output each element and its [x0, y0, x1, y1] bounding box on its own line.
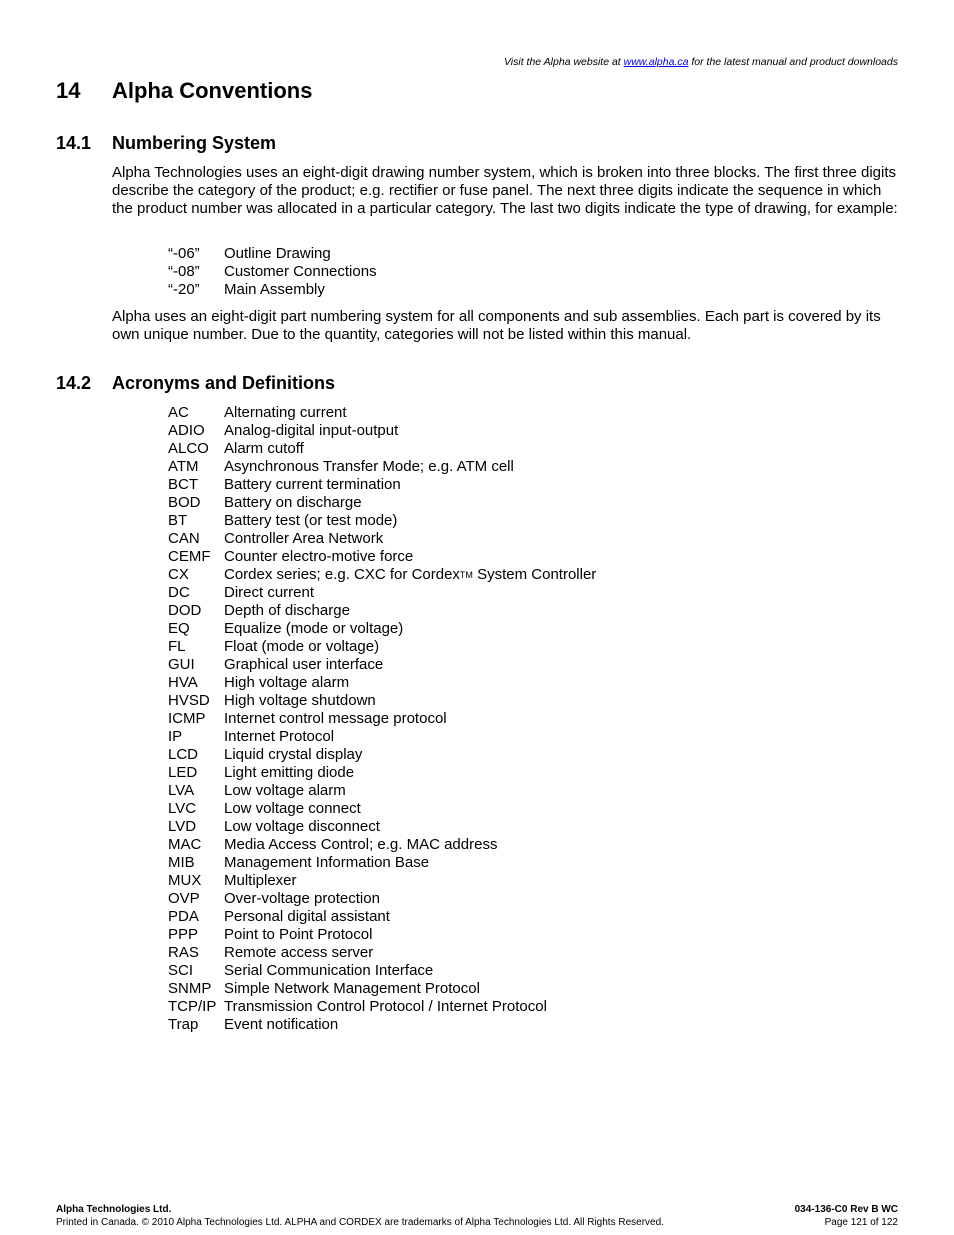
header-note-prefix: Visit the Alpha website at: [503, 56, 624, 68]
acronym-item-definition: Multiplexer: [224, 872, 297, 889]
acronym-item: [168, 476, 596, 494]
acronym-item: [168, 458, 596, 476]
footer-copyright: Printed in Canada. © 2010 Alpha Technologies Ltd. ALPHA and CORDEX are trademarks of Alpha Technologies Ltd. All Rights Reserved.: [56, 1217, 664, 1228]
acronym-item: [168, 638, 596, 656]
acronym-item: [168, 692, 596, 710]
acronym-item-definition: Direct current: [224, 584, 315, 601]
acronym-item-term: ICMP: [168, 710, 206, 727]
acronym-item-definition: Cordex series; e.g. CXC for Cordex: [224, 566, 460, 583]
acronym-item-definition: Controller Area Network: [224, 530, 384, 547]
acronym-item-term: LED: [168, 764, 198, 781]
acronym-item-definition: Low voltage connect: [224, 800, 361, 817]
acronym-item: [168, 818, 596, 836]
acronym-item-definition: Transmission Control Protocol / Internet Protocol: [224, 998, 547, 1015]
section-heading-numbering: [56, 133, 276, 154]
acronym-item-term: ADIO: [168, 422, 205, 439]
acronym-item-term: EQ: [168, 620, 190, 637]
acronym-item-definition: High voltage shutdown: [224, 692, 376, 709]
acronym-item-term: LCD: [168, 746, 199, 763]
chapter-number: 14: [56, 78, 81, 103]
acronym-item-term: FL: [168, 638, 186, 655]
numbering-paragraph-1: Alpha Technologies uses an eight-digit drawing number system, which is broken into three blocks. The first three digits describe the category of the product; e.g. rectifier or fuse panel. The next three digits indicate the sequence in which the product number was allocated in a particular category. The last two digits indicate the type of drawing, for example:: [112, 164, 898, 217]
acronym-item-term: LVA: [168, 782, 195, 799]
acronym-item-term: DC: [168, 584, 190, 601]
acronym-item-definition: Float (mode or voltage): [224, 638, 380, 655]
acronym-item: [168, 566, 596, 584]
acronym-item: [168, 800, 596, 818]
alpha-website-link[interactable]: www.alpha.ca: [623, 56, 689, 68]
acronym-item-term: PDA: [168, 908, 199, 925]
drawing-type-item-definition: Outline Drawing: [224, 245, 331, 262]
acronym-item: [168, 548, 596, 566]
acronym-item: [168, 872, 596, 890]
acronym-item-term: BCT: [168, 476, 198, 493]
acronym-item: [168, 836, 596, 854]
drawing-type-item: [168, 281, 377, 299]
acronym-item-definition: Battery test (or test mode): [224, 512, 398, 529]
acronym-item-definition: Low voltage disconnect: [224, 818, 380, 835]
acronym-item-term: SNMP: [168, 980, 212, 997]
acronym-item-term: Trap: [168, 1016, 199, 1033]
acronym-item: [168, 422, 596, 440]
acronym-item-definition: Internet Protocol: [224, 728, 335, 745]
drawing-type-item-definition: Customer Connections: [224, 263, 377, 280]
acronym-item-definition: Alternating current: [224, 404, 347, 421]
footer-company: Alpha Technologies Ltd.: [56, 1204, 172, 1215]
acronym-item-definition: Equalize (mode or voltage): [224, 620, 404, 637]
section-title: Acronyms and Definitions: [112, 373, 336, 393]
acronym-item-term: CAN: [168, 530, 200, 547]
acronym-item-term: PPP: [168, 926, 199, 943]
acronym-item: [168, 1016, 596, 1034]
acronym-item-definition: Light emitting diode: [224, 764, 355, 781]
acronym-item-term: SCI: [168, 962, 194, 979]
footer-doc-number: 034-136-C0 Rev B WC: [794, 1204, 898, 1215]
acronym-item-term: AC: [168, 404, 189, 421]
acronym-item: [168, 710, 596, 728]
section-number: 14.1: [56, 133, 92, 153]
acronym-item-definition: Analog-digital input-output: [224, 422, 399, 439]
acronym-item-term: IP: [168, 728, 183, 745]
acronym-item: [168, 584, 596, 602]
acronym-item: [168, 440, 596, 458]
acronym-item-term: MAC: [168, 836, 202, 853]
footer-left: [56, 1203, 664, 1229]
acronym-item-term: MIB: [168, 854, 195, 871]
drawing-type-item-term: “-20”: [168, 281, 200, 298]
acronym-item-definition: Graphical user interface: [224, 656, 384, 673]
acronym-item-definition: Battery current termination: [224, 476, 401, 493]
acronym-item-definition: Liquid crystal display: [224, 746, 363, 763]
section-title: Numbering System: [112, 133, 277, 153]
drawing-type-item-definition: Main Assembly: [224, 281, 325, 298]
acronym-item-term: MUX: [168, 872, 202, 889]
acronym-item-definition: Simple Network Management Protocol: [224, 980, 480, 997]
acronym-item-definition: Serial Communication Interface: [224, 962, 434, 979]
acronym-item-term: CEMF: [168, 548, 211, 565]
acronym-item-term: DOD: [168, 602, 202, 619]
drawing-type-item: [168, 245, 377, 263]
acronym-item: [168, 746, 596, 764]
header-note: [504, 56, 898, 68]
acronym-item: [168, 530, 596, 548]
acronym-item-term: CX: [168, 566, 189, 583]
acronym-item: [168, 944, 596, 962]
acronym-item-term: BOD: [168, 494, 201, 511]
numbering-paragraph-2: Alpha uses an eight-digit part numbering system for all components and sub assemblies. Each part is covered by its own unique number. Due to the quantity, categories will not be listed within this manual.: [112, 308, 881, 343]
acronym-item-definition: Internet control message protocol: [224, 710, 447, 727]
acronym-list: [168, 404, 596, 1034]
section-heading-acronyms: [56, 373, 335, 394]
acronym-item-term: HVA: [168, 674, 198, 691]
acronym-item-term: OVP: [168, 890, 200, 907]
drawing-type-item-term: “-08”: [168, 263, 200, 280]
acronym-item-definition: Depth of discharge: [224, 602, 350, 619]
acronym-item-definition: Over-voltage protection: [224, 890, 380, 907]
chapter-heading: [56, 78, 312, 104]
footer-right: [795, 1203, 898, 1229]
acronym-item-term: ALCO: [168, 440, 209, 457]
acronym-item-term: LVC: [168, 800, 197, 817]
acronym-item: [168, 656, 596, 674]
acronym-item-definition: Low voltage alarm: [224, 782, 346, 799]
acronym-item-term: TCP/IP: [168, 998, 217, 1015]
acronym-item-term: ATM: [168, 458, 199, 475]
acronym-item: [168, 926, 596, 944]
acronym-item-definition: Alarm cutoff: [224, 440, 304, 457]
acronym-item: [168, 764, 596, 782]
acronym-item: [168, 890, 596, 908]
acronym-item: [168, 782, 596, 800]
acronym-item-definition: Media Access Control; e.g. MAC address: [224, 836, 498, 853]
acronym-item-definition: Battery on discharge: [224, 494, 362, 511]
acronym-item-term: LVD: [168, 818, 197, 835]
drawing-type-item-term: “-06”: [168, 245, 200, 262]
acronym-item-definition: Asynchronous Transfer Mode; e.g. ATM cell: [224, 458, 514, 475]
acronym-item: [168, 998, 596, 1016]
acronym-item-definition: Event notification: [224, 1016, 339, 1033]
acronym-item-definition-suffix: System Controller: [472, 566, 597, 583]
section-number: 14.2: [56, 373, 92, 393]
acronym-item-definition: Management Information Base: [224, 854, 430, 871]
trademark-symbol: TM: [459, 570, 473, 580]
acronym-item: [168, 854, 596, 872]
acronym-item-definition: Counter electro-motive force: [224, 548, 414, 565]
acronym-item-term: BT: [168, 512, 188, 529]
acronym-item-term: RAS: [168, 944, 199, 961]
acronym-item: [168, 404, 596, 422]
acronym-item-definition: Personal digital assistant: [224, 908, 390, 925]
acronym-item-definition: High voltage alarm: [224, 674, 350, 691]
acronym-item: [168, 980, 596, 998]
acronym-item-term: GUI: [168, 656, 195, 673]
acronym-item: [168, 908, 596, 926]
header-note-suffix: for the latest manual and product downloads: [688, 56, 898, 68]
footer-page-number: Page 121 of 122: [824, 1217, 898, 1228]
acronym-item: [168, 620, 596, 638]
drawing-type-list: [168, 245, 377, 299]
acronym-item: [168, 602, 596, 620]
acronym-item: [168, 674, 596, 692]
acronym-item-definition: Remote access server: [224, 944, 374, 961]
acronym-item: [168, 512, 596, 530]
acronym-item: [168, 728, 596, 746]
chapter-title: Alpha Conventions: [112, 78, 313, 103]
acronym-item-term: HVSD: [168, 692, 210, 709]
acronym-item: [168, 962, 596, 980]
acronym-item-definition: Point to Point Protocol: [224, 926, 373, 943]
drawing-type-item: [168, 263, 377, 281]
acronym-item: [168, 494, 596, 512]
